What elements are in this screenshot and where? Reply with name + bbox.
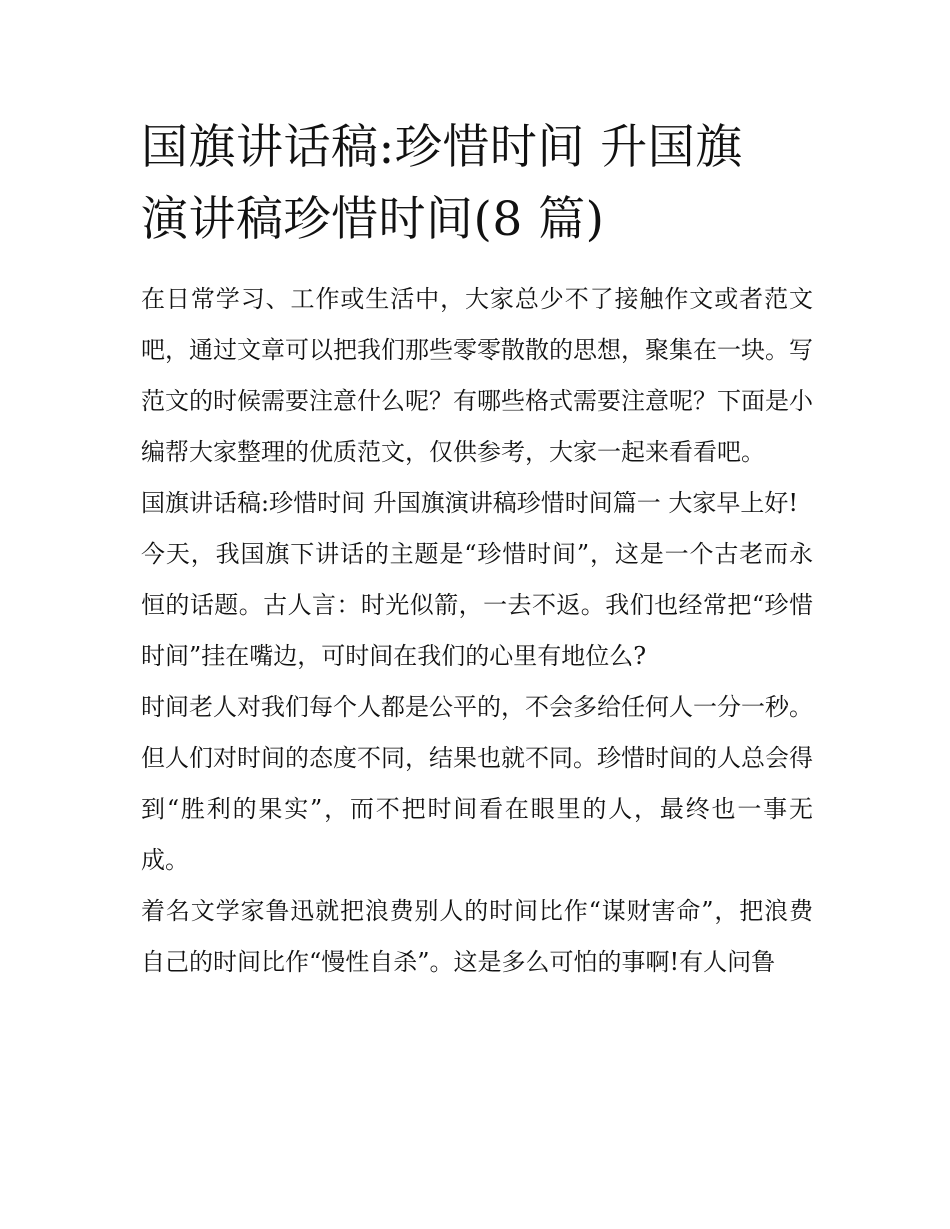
- paragraph-fairness: 时间老人对我们每个人都是公平的，不会多给任何人一分一秒。但人们对时间的态度不同，结果也就不同。珍惜时间的人总会得到“胜利的果实”，而不把时间看在眼里的人，最终也一事无成。: [141, 693, 813, 874]
- document-title-line-2: 演讲稿珍惜时间(8 篇): [141, 192, 605, 247]
- document-title: [141, 112, 813, 256]
- paragraph-luxun: 着名文学家鲁迅就把浪费别人的时间比作“谋财害命”，把浪费自己的时间比作“慢性自杀”。这是多么可怕的事啊!有人问鲁: [141, 897, 813, 976]
- paragraph-topic: 今天，我国旗下讲话的主题是“珍惜时间”，这是一个古老而永恒的话题。古人言：时光似箭，一去不返。我们也经常把“珍惜时间”挂在嘴边，可时间在我们的心里有地位么?: [141, 540, 813, 670]
- paragraph-section-heading: 国旗讲话稿:珍惜时间 升国旗演讲稿珍惜时间篇一 大家早上好!: [141, 489, 798, 517]
- document-title-line-1: 国旗讲话稿:珍惜时间 升国旗: [141, 120, 743, 175]
- document-body: [141, 112, 813, 988]
- paragraph-intro: 在日常学习、工作或生活中，大家总少不了接触作文或者范文吧，通过文章可以把我们那些零零散散的思想，聚集在一块。写范文的时候需要注意什么呢？有哪些格式需要注意呢？下面是小编帮大家整理的优质范文，仅供参考，大家一起来看看吧。: [141, 285, 813, 466]
